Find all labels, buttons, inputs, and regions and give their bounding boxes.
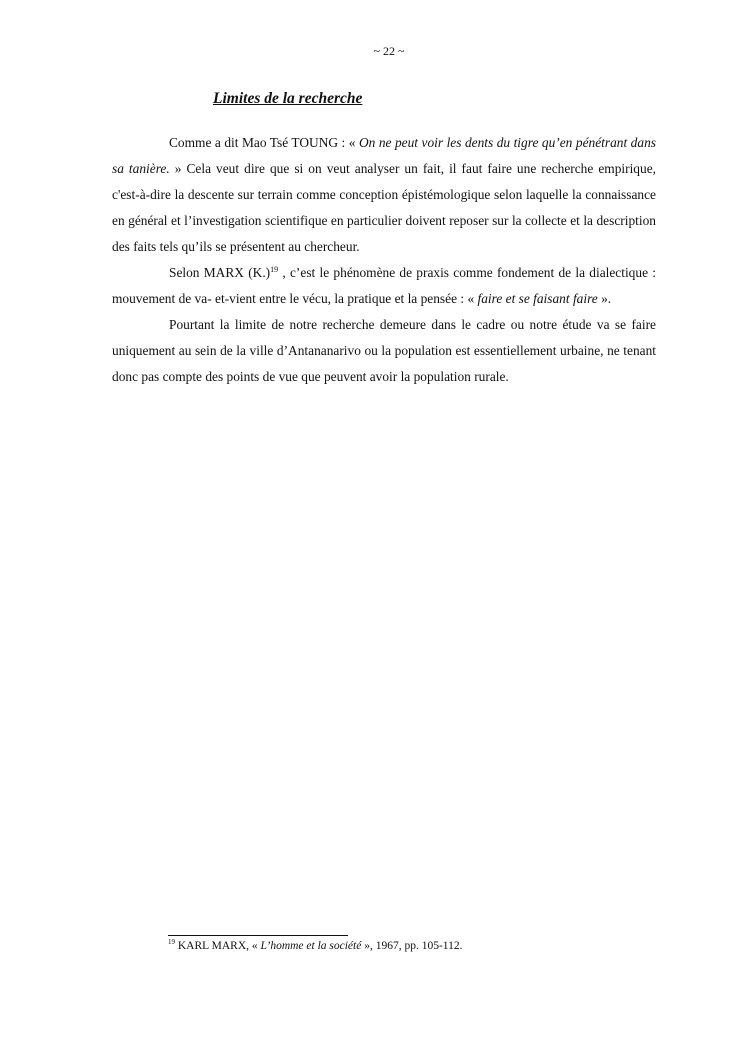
footnote-author: KARL MARX, « <box>175 940 261 952</box>
paragraph-mao-quote <box>112 130 656 260</box>
footnote-separator <box>168 935 348 936</box>
paragraph-2-middle: , c’est le phénomène de praxis comme fondement de la dialectique : mouvement de va- et-vient entre le vécu, la pratique et la pensée : « <box>112 265 656 306</box>
paragraph-2-quote: faire et se faisant faire <box>477 291 598 306</box>
paragraph-1-rest: » Cela veut dire que si on veut analyser un fait, il faut faire une recherche empirique, c'est-à-dire la descente sur terrain comme conception épistémologique selon laquelle la connaissance en général et l’investigation scientifique en particulier doivent reposer sur la collecte et la description des faits tels qu’ils se présentent au chercheur. <box>112 161 656 254</box>
paragraph-1-lead: Comme a dit Mao Tsé TOUNG : « <box>169 135 359 150</box>
paragraph-research-limit: Pourtant la limite de notre recherche demeure dans le cadre ou notre étude va se faire uniquement au sein de la ville d’Antananarivo ou la population est essentiellement urbaine, ne tenant donc pas compte des points de vue que peuvent avoir la population rurale. <box>112 317 656 384</box>
section-title: Limites de la recherche <box>213 90 363 107</box>
paragraph-2-lead: Selon MARX (K.) <box>169 265 271 280</box>
body-text <box>112 130 656 390</box>
footnote-work-title: L’homme et la société <box>260 940 362 952</box>
page-number: ~ 22 ~ <box>373 44 405 58</box>
paragraph-2-rest: ». <box>597 291 612 306</box>
footnote-number: 19 <box>168 938 175 946</box>
paragraph-marx-praxis <box>112 260 656 312</box>
footnote <box>168 940 462 952</box>
footnote-reference: 19 <box>270 265 279 274</box>
footnote-details: », 1967, pp. 105-112. <box>361 940 463 952</box>
paragraph-1-quote: On ne peut voir les dents du tigre qu’en pénétrant dans sa tanière. <box>112 135 656 176</box>
